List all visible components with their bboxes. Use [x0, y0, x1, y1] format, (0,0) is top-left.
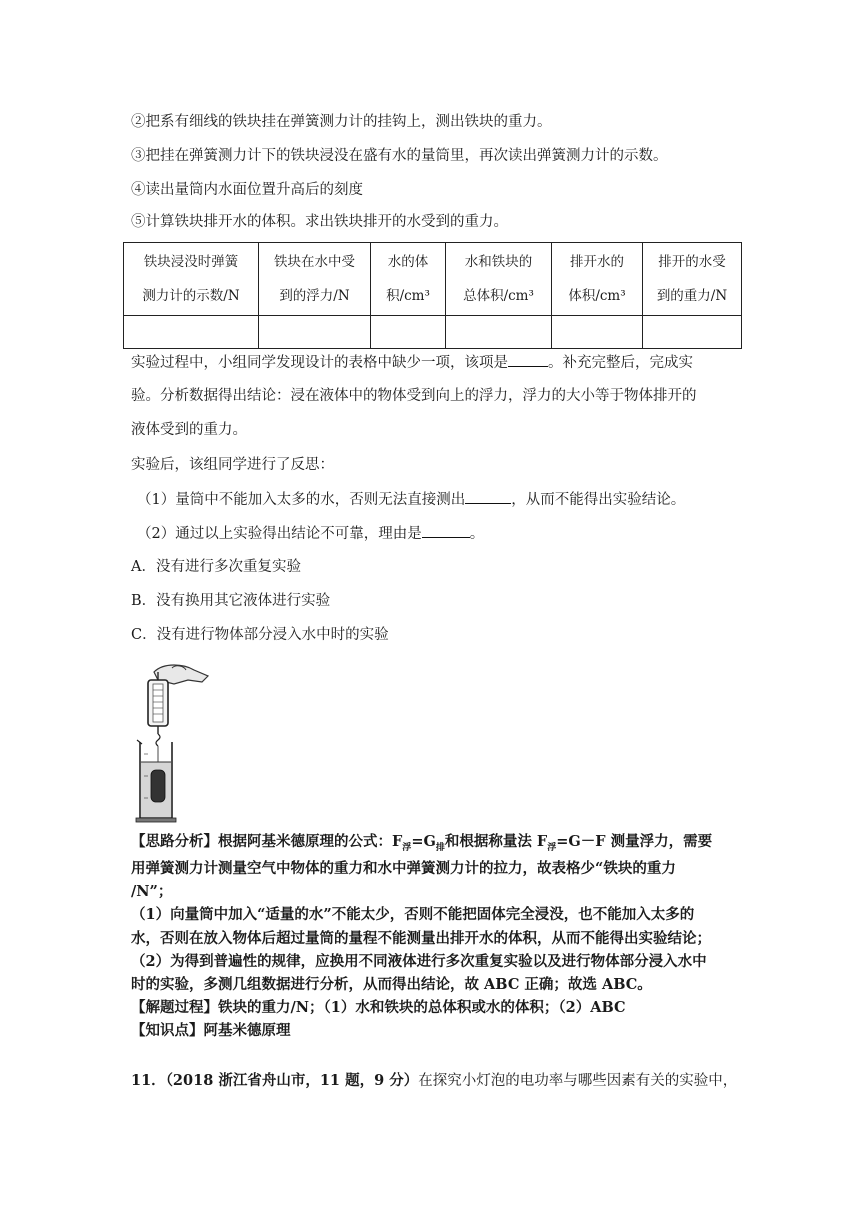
text: （2）通过以上实验得出结论不可靠，理由是 — [137, 526, 422, 542]
table-cell — [371, 316, 446, 349]
table-header-cell — [371, 243, 446, 316]
text: 实验过程中，小组同学发现设计的表格中缺少一项，该项是 — [131, 355, 508, 371]
table-header-cell — [124, 243, 259, 316]
table-cell — [259, 316, 371, 349]
header-line: 到的重力/N — [656, 288, 728, 304]
text: 【思路分析】根据阿基米德原理的公式：F — [131, 833, 403, 850]
answer-blank — [422, 523, 470, 538]
analysis-line-4: （1）向量筒中加入“适量的水”不能太少，否则不能把固体完全浸没，也不能加入太多的 — [131, 906, 695, 923]
step-2: ②把系有细线的铁块挂在弹簧测力计的挂钩上，测出铁块的重力。 — [131, 114, 552, 130]
table-header-cell — [259, 243, 371, 316]
analysis-line-6: （2）为得到普遍性的规律，应换用不同液体进行多次重复实验以及进行物体部分浸入水中 — [131, 953, 707, 970]
text: ，从而不能得出实验结论。 — [511, 492, 686, 508]
header-line: 铁块在水中受 — [274, 254, 355, 270]
option-b: B．没有换用其它液体进行实验 — [131, 593, 331, 609]
subscript: 浮 — [547, 842, 557, 853]
analysis-line-1 — [131, 832, 712, 858]
header-line: 水和铁块的 — [464, 254, 533, 270]
table-header-cell — [643, 243, 742, 316]
header-line: 测力计的示数/N — [142, 288, 240, 304]
header-line: 排开的水受 — [658, 254, 726, 270]
table-header-row — [124, 243, 742, 316]
knowledge-point: 【知识点】阿基米德原理 — [131, 1022, 291, 1039]
question-2 — [137, 523, 484, 544]
table-header-cell — [446, 243, 552, 316]
text: 和根据称量法 F — [444, 833, 548, 850]
subscript: 浮 — [402, 842, 412, 853]
text: =G－F 测量浮力，需要 — [556, 833, 713, 850]
table-row — [124, 316, 742, 349]
experiment-table — [123, 242, 742, 349]
header-line: 铁块浸没时弹簧 — [143, 254, 239, 270]
option-a: A．没有进行多次重复实验 — [131, 559, 301, 575]
paragraph-line: 实验后，该组同学进行了反思： — [131, 457, 334, 473]
header-line: 到的浮力/N — [279, 288, 350, 304]
table-header-cell — [552, 243, 643, 316]
text: =G — [411, 833, 436, 850]
table-cell — [552, 316, 643, 349]
paragraph-line: 验。分析数据得出结论：浸在液体中的物体受到向上的浮力，浮力的大小等于物体排开的 — [131, 388, 697, 404]
table-cell — [446, 316, 552, 349]
paragraph-line: 液体受到的重力。 — [131, 422, 247, 438]
option-c: C．没有进行物体部分浸入水中时的实验 — [131, 627, 389, 643]
header-line: 积/cm³ — [386, 288, 430, 304]
question-source: （2018 浙江省舟山市，11 题，9 分） — [165, 1072, 419, 1089]
step-3: ③把挂在弹簧测力计下的铁块浸没在盛有水的量筒里，再次读出弹簧测力计的示数。 — [131, 148, 668, 164]
question-number: 11． — [131, 1072, 166, 1089]
text: （1）量筒中不能加入太多的水，否则无法直接测出 — [137, 492, 466, 508]
paragraph-line — [131, 352, 693, 373]
header-line: 水的体 — [387, 254, 429, 270]
table-cell — [643, 316, 742, 349]
analysis-line-7: 时的实验，多测几组数据进行分析，从而得出结论，故 ABC 正确；故选 ABC。 — [131, 976, 652, 993]
spring-scale-cylinder-figure — [128, 658, 228, 826]
solution-line: 【解题过程】铁块的重力/N；（1）水和铁块的总体积或水的体积；（2）ABC — [131, 999, 626, 1016]
subscript: 排 — [435, 842, 445, 853]
text: 。补充完整后，完成实 — [548, 355, 693, 371]
step-4: ④读出量筒内水面位置升高后的刻度 — [131, 182, 363, 198]
answer-blank — [508, 352, 548, 367]
question-1 — [137, 489, 685, 510]
text: 。 — [469, 526, 485, 542]
analysis-line-5: 水，否则在放入物体后超过量筒的量程不能测量出排开水的体积，从而不能得出实验结论； — [131, 930, 711, 947]
question-text: 在探究小灯泡的电功率与哪些因素有关的实验中， — [418, 1073, 738, 1089]
header-line: 排开水的 — [570, 254, 624, 270]
analysis-line-2: 用弹簧测力计测量空气中物体的重力和水中弹簧测力计的拉力，故表格少“铁块的重力 — [131, 860, 676, 877]
answer-blank — [465, 489, 511, 504]
step-5: ⑤计算铁块排开水的体积。求出铁块排开的水受到的重力。 — [131, 214, 508, 230]
next-question — [131, 1071, 737, 1091]
analysis-line-3: /N”； — [131, 883, 173, 900]
header-line: 体积/cm³ — [568, 288, 626, 304]
header-line: 总体积/cm³ — [463, 288, 534, 304]
table-cell — [124, 316, 259, 349]
